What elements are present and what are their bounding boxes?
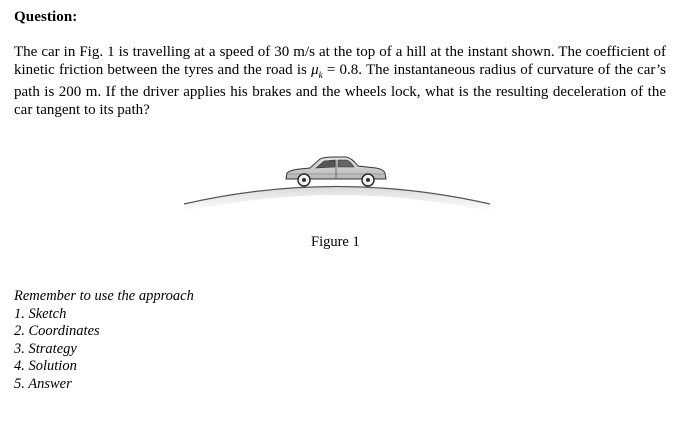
approach-step: 2. Coordinates [14, 323, 100, 340]
figure-caption: Figure 1 [311, 234, 360, 250]
approach-step: 3. Strategy [14, 340, 77, 357]
approach-reminder [14, 288, 194, 394]
question-text-after-mu: = 0.8. The instantaneous radius of curvature of the car’s path is 200 m. If the driver applies his brakes and the wheels lock, what is the resulting deceleration of the car tangent to its path? [14, 61, 666, 118]
question-text [14, 44, 666, 119]
car [286, 157, 386, 186]
figure-car-on-hill [178, 140, 498, 220]
approach-step: 5. Answer [14, 375, 72, 392]
question-text-before-mu: The car in Fig. 1 is travelling at a speed of 30 m/s at the top of a hill at the instant shown. The coefficient of kinetic friction between the tyres and the road is [14, 44, 666, 78]
car-on-hill-illustration [178, 140, 498, 220]
hill-shading [184, 187, 490, 213]
approach-intro: Remember to use the approach [14, 288, 194, 304]
question-heading: Question: [14, 9, 78, 25]
approach-steps-list [14, 306, 194, 394]
mu-k-symbol [311, 62, 323, 78]
mu-letter: μ [311, 61, 319, 78]
approach-step: 1. Sketch [14, 305, 67, 322]
approach-step: 4. Solution [14, 358, 77, 375]
mu-subscript: k [318, 69, 323, 80]
